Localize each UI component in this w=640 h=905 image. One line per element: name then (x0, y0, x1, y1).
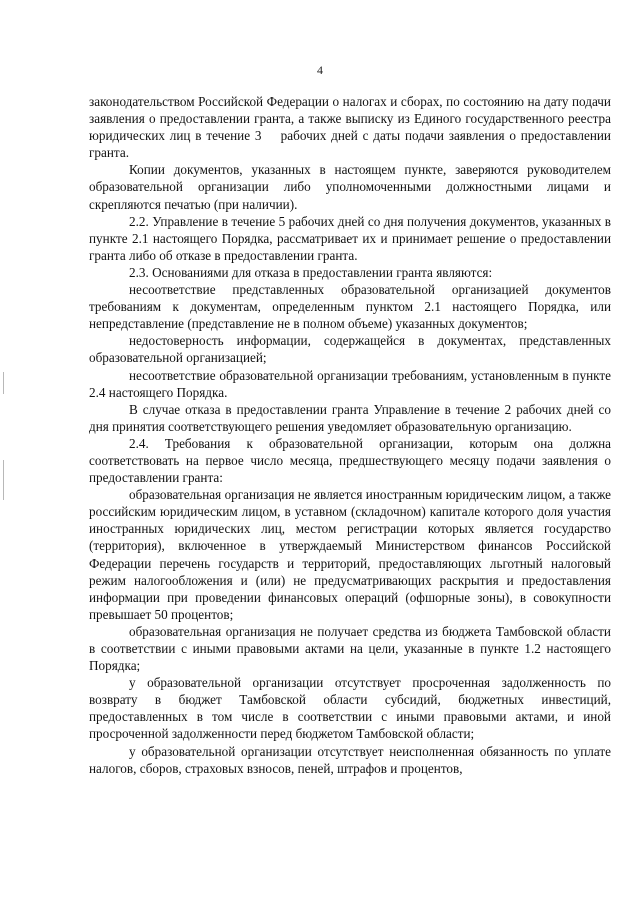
paragraph: несоответствие образовательной организации требованиям, установленным в пункте 2.4 настоящего Порядка. (89, 367, 611, 400)
paragraph: В случае отказа в предоставлении гранта Управление в течение 2 рабочих дней со дня принятия соответствующего решения уведомляет образовательную организацию. (89, 401, 611, 434)
paragraph: законодательством Российской Федерации о налогах и сборах, по состоянию на дату подачи заявления о предоставлении гранта, а также выписку из Единого государственного реестра юридических лиц в течение 3 рабочих дней с даты подачи заявления о предоставлении гранта. (89, 94, 611, 161)
paragraph: Копии документов, указанных в настоящем пункте, заверяются руководителем образовательной организации либо уполномоченными должностными лицами и скрепляются печатью (при наличии). (89, 162, 611, 212)
paragraph: 2.2. Управление в течение 5 рабочих дней со дня получения документов, указанных в пункте 2.1 настоящего Порядка, рассматривает их и принимает решение о предоставлении гранта либо об отказе в предоставлении гранта. (89, 213, 611, 263)
paragraph: образовательная организация не получает средства из бюджета Тамбовской области в соответствии с иными правовыми актами на цели, указанные в пункте 1.2 настоящего Порядка; (89, 623, 611, 674)
paragraph: недостоверность информации, содержащейся в документах, представленных образовательной организацией; (89, 333, 611, 366)
paragraph: 2.3. Основаниями для отказа в предоставлении гранта являются: (129, 264, 493, 280)
paragraph: образовательная организация не является иностранным юридическим лицом, а также российским юридическим лицом, в уставном (складочном) капитале которого доля участия иностранных юридических лиц, местом регистрации которых является государство (территория), включенное в утверждаемый Министерством финансов Российской Федерации перечень государств и территорий, предоставляющих льготный налоговый режим налогообложения и (или) не предусматривающих раскрытия и предоставления информации при проведении финансовых операций (офшорные зоны), в совокупности превышает 50 процентов; (89, 487, 611, 622)
page-number: 4 (317, 63, 323, 77)
scan-edge-mark (3, 372, 4, 394)
paragraph: у образовательной организации отсутствует просроченная задолженность по возврату в бюджет Тамбовской области субсидий, бюджетных инвестиций, предоставленных в том числе в соответствии с иными правовыми актами, и иной просроченной задолженности перед бюджетом Тамбовской области; (89, 675, 611, 742)
scan-edge-mark (3, 460, 4, 500)
paragraph: 2.4. Требования к образовательной организации, которым она должна соответствовать на первое число месяца, предшествующего месяцу подачи заявления о предоставлении гранта: (89, 435, 611, 486)
document-body (89, 93, 611, 777)
paragraph: у образовательной организации отсутствует неисполненная обязанность по уплате налогов, сборов, страховых взносов, пеней, штрафов и процентов, (89, 743, 611, 776)
paragraph: несоответствие представленных образовательной организацией документов требованиям к документам, определенным пунктом 2.1 настоящего Порядка, или непредставление (представление не в полном объеме) указанных документов; (89, 282, 611, 332)
